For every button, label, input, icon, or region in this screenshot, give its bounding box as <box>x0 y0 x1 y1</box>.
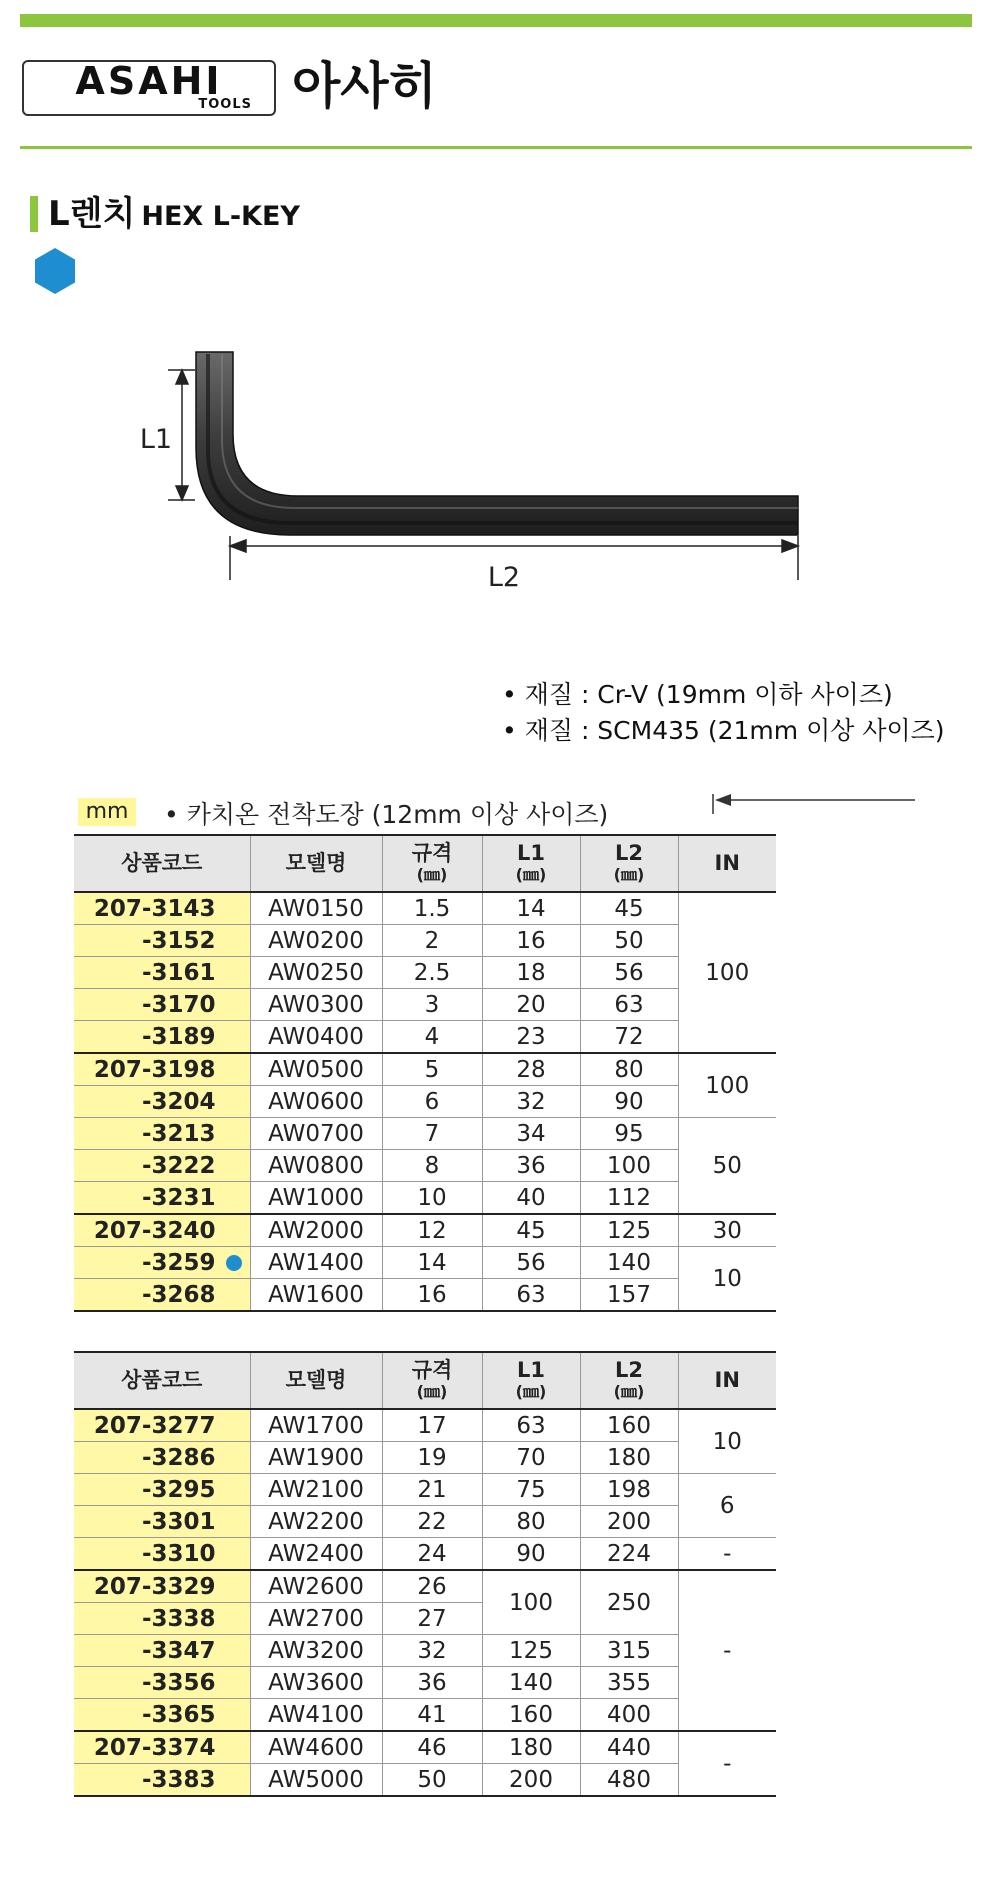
top-accent-bar <box>20 14 972 27</box>
table-row: -3170 AW0300 3 20 63 <box>74 989 776 1021</box>
table-row: -3259 AW1400 14 56 140 10 <box>74 1247 776 1279</box>
table-header <box>74 1352 776 1409</box>
material-note-1: • 재질 : Cr-V (19mm 이하 사이즈) <box>502 680 893 709</box>
brand-name: 아사히 <box>292 57 437 115</box>
table-header <box>74 835 776 892</box>
header-l1: L1 (㎜) <box>482 835 580 892</box>
table-row: -3347 AW3200 32 125 315 <box>74 1635 776 1667</box>
hexagon-icon <box>33 247 77 295</box>
header-size: 규격 (㎜) <box>382 1352 482 1409</box>
header-in: IN <box>678 835 776 892</box>
table-row: -3338 AW2700 27 <box>74 1603 776 1635</box>
logo-subtext: TOOLS <box>198 97 252 112</box>
table-row: -3268 AW1600 16 63 157 <box>74 1279 776 1312</box>
spec-table-1 <box>74 834 776 1312</box>
section-title-en: HEX L-KEY <box>141 201 300 232</box>
header-l2: L2 (㎜) <box>580 1352 678 1409</box>
asahi-logo <box>22 60 276 116</box>
table-row: 207-3277 AW1700 17 63 160 10 <box>74 1409 776 1442</box>
table-row: 207-3240 AW2000 12 45 125 30 <box>74 1214 776 1247</box>
header-code: 상품코드 <box>74 1352 250 1409</box>
table-row: -3356 AW3600 36 140 355 <box>74 1667 776 1699</box>
section-title-kr: L렌치 <box>48 194 136 234</box>
table-row: -3231 AW1000 10 40 112 <box>74 1182 776 1215</box>
table-row: 207-3198 AW0500 5 28 80 100 <box>74 1053 776 1086</box>
table-row: -3383 AW5000 50 200 480 <box>74 1764 776 1797</box>
coating-note: • 카치온 전착도장 (12mm 이상 사이즈) <box>164 800 609 829</box>
table-row: 207-3329 AW2600 26 100 250 - <box>74 1570 776 1603</box>
header-l1: L1 (㎜) <box>482 1352 580 1409</box>
table-row: -3310 AW2400 24 90 224 - <box>74 1538 776 1571</box>
table-row: -3365 AW4100 41 160 400 <box>74 1699 776 1732</box>
table-row: -3222 AW0800 8 36 100 <box>74 1150 776 1182</box>
spec-table-2 <box>74 1351 776 1797</box>
table-row: -3152 AW0200 2 16 50 <box>74 925 776 957</box>
header-in: IN <box>678 1352 776 1409</box>
header-l2: L2 (㎜) <box>580 835 678 892</box>
logo-text: ASAHI <box>75 59 223 103</box>
circle-dot-icon <box>226 1255 242 1271</box>
material-note-2: • 재질 : SCM435 (21mm 이상 사이즈) <box>502 716 945 745</box>
l1-label: L1 <box>139 424 173 455</box>
header-code: 상품코드 <box>74 835 250 892</box>
header-model: 모델명 <box>250 1352 382 1409</box>
table-row: -3204 AW0600 6 32 90 <box>74 1086 776 1118</box>
table-row: -3301 AW2200 22 80 200 <box>74 1506 776 1538</box>
header-divider <box>20 146 972 149</box>
table-row: -3295 AW2100 21 75 198 6 <box>74 1474 776 1506</box>
arrow-icon <box>705 786 925 816</box>
table-row: -3189 AW0400 4 23 72 <box>74 1021 776 1054</box>
table-row: -3161 AW0250 2.5 18 56 <box>74 957 776 989</box>
table-row: -3213 AW0700 7 34 95 50 <box>74 1118 776 1150</box>
section-title <box>48 192 300 239</box>
table-row: -3286 AW1900 19 70 180 <box>74 1442 776 1474</box>
table-row: 207-3374 AW4600 46 180 440 - <box>74 1731 776 1764</box>
header-size: 규격 (㎜) <box>382 835 482 892</box>
hex-key-diagram <box>130 340 830 590</box>
table-row: 207-3143 AW0150 1.5 14 45 100 <box>74 892 776 925</box>
section-marker <box>30 196 38 232</box>
unit-label: mm <box>78 798 136 826</box>
header-model: 모델명 <box>250 835 382 892</box>
l2-label: L2 <box>487 562 521 590</box>
